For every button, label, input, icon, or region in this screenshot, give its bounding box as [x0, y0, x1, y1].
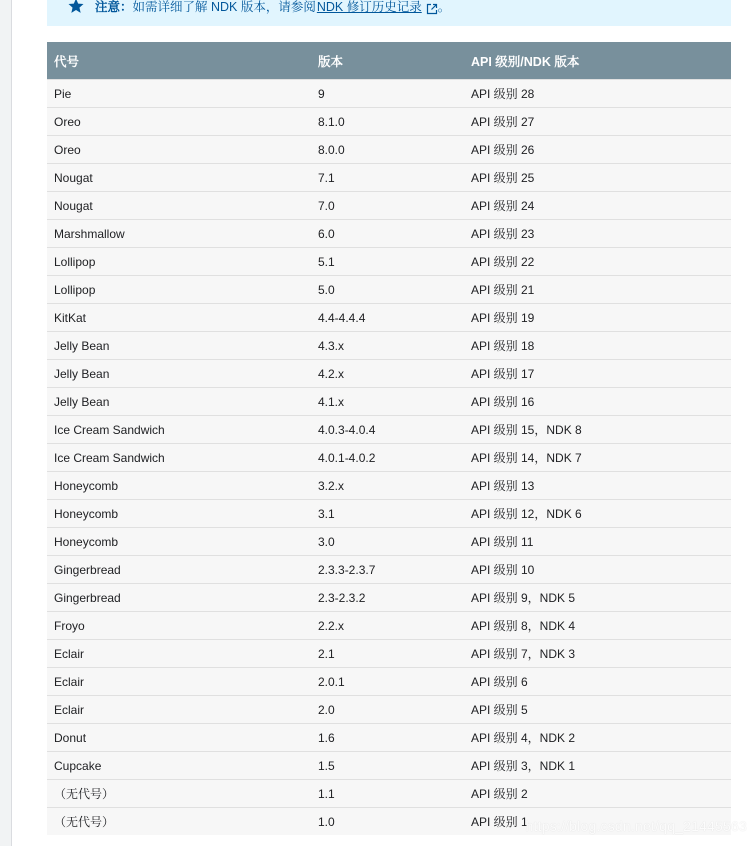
- cell-codename: Jelly Bean: [47, 388, 311, 416]
- cell-codename: Lollipop: [47, 276, 311, 304]
- cell-version: 2.0: [311, 696, 464, 724]
- cell-version: 6.0: [311, 220, 464, 248]
- cell-version: 4.1.x: [311, 388, 464, 416]
- cell-codename: Honeycomb: [47, 528, 311, 556]
- cell-api-level: API 级别 18: [464, 332, 731, 360]
- cell-codename: Jelly Bean: [47, 360, 311, 388]
- cell-api-level: API 级别 21: [464, 276, 731, 304]
- cell-api-level: API 级别 6: [464, 668, 731, 696]
- cell-codename: Jelly Bean: [47, 332, 311, 360]
- cell-codename: Ice Cream Sandwich: [47, 444, 311, 472]
- table-row: [47, 108, 731, 136]
- left-scroll-gutter: [0, 0, 12, 846]
- cell-codename: KitKat: [47, 304, 311, 332]
- cell-codename: Lollipop: [47, 248, 311, 276]
- cell-version: 7.0: [311, 192, 464, 220]
- cell-api-level: API 级别 24: [464, 192, 731, 220]
- cell-api-level: API 级别 22: [464, 248, 731, 276]
- table-row: [47, 612, 731, 640]
- cell-version: 8.1.0: [311, 108, 464, 136]
- table-row: [47, 724, 731, 752]
- cell-codename: Gingerbread: [47, 584, 311, 612]
- cell-api-level: API 级别 5: [464, 696, 731, 724]
- cell-version: 4.3.x: [311, 332, 464, 360]
- table-row: [47, 220, 731, 248]
- cell-codename: （无代号）: [47, 780, 311, 808]
- watermark: https://blog.csdn.net/qq_21445563: [525, 818, 747, 834]
- cell-version: 5.1: [311, 248, 464, 276]
- table-row: [47, 556, 731, 584]
- cell-codename: Oreo: [47, 108, 311, 136]
- cell-version: 2.3.3-2.3.7: [311, 556, 464, 584]
- table-row: [47, 164, 731, 192]
- table-row: [47, 136, 731, 164]
- table-row: [47, 304, 731, 332]
- external-link-icon[interactable]: [426, 3, 438, 15]
- table-body: [47, 80, 731, 836]
- header-version: 版本: [311, 42, 464, 80]
- cell-api-level: API 级别 3，NDK 1: [464, 752, 731, 780]
- table-row: [47, 80, 731, 108]
- table-row: [47, 332, 731, 360]
- cell-version: 3.0: [311, 528, 464, 556]
- cell-codename: Pie: [47, 80, 311, 108]
- cell-api-level: API 级别 1: [464, 808, 731, 836]
- table-row: [47, 696, 731, 724]
- cell-version: 2.3-2.3.2: [311, 584, 464, 612]
- cell-codename: Froyo: [47, 612, 311, 640]
- cell-version: 1.1: [311, 780, 464, 808]
- cell-version: 1.6: [311, 724, 464, 752]
- cell-api-level: API 级别 9，NDK 5: [464, 584, 731, 612]
- cell-version: 5.0: [311, 276, 464, 304]
- table-row: [47, 640, 731, 668]
- table-header-row: [47, 42, 731, 80]
- table-row: [47, 388, 731, 416]
- cell-version: 2.0.1: [311, 668, 464, 696]
- cell-version: 4.0.3-4.0.4: [311, 416, 464, 444]
- cell-api-level: API 级别 25: [464, 164, 731, 192]
- ndk-history-link[interactable]: NDK 修订历史记录: [316, 0, 422, 14]
- cell-version: 1.5: [311, 752, 464, 780]
- note-trailing: 。: [437, 0, 451, 14]
- cell-version: 2.1: [311, 640, 464, 668]
- note-text: 如需详细了解 NDK 版本，请参阅: [132, 0, 316, 14]
- cell-codename: Ice Cream Sandwich: [47, 416, 311, 444]
- cell-api-level: API 级别 23: [464, 220, 731, 248]
- table-row: [47, 668, 731, 696]
- cell-codename: Honeycomb: [47, 472, 311, 500]
- note-label: 注意：: [95, 0, 133, 14]
- cell-api-level: API 级别 13: [464, 472, 731, 500]
- cell-version: 2.2.x: [311, 612, 464, 640]
- cell-codename: Honeycomb: [47, 500, 311, 528]
- table-row: [47, 780, 731, 808]
- cell-api-level: API 级别 27: [464, 108, 731, 136]
- cell-codename: Marshmallow: [47, 220, 311, 248]
- header-api-level: API 级别/NDK 版本: [464, 42, 731, 80]
- cell-api-level: API 级别 10: [464, 556, 731, 584]
- table-row: [47, 500, 731, 528]
- android-versions-table: [47, 42, 731, 835]
- cell-api-level: API 级别 11: [464, 528, 731, 556]
- cell-codename: Donut: [47, 724, 311, 752]
- cell-codename: Eclair: [47, 640, 311, 668]
- cell-codename: Nougat: [47, 192, 311, 220]
- cell-version: 4.2.x: [311, 360, 464, 388]
- cell-api-level: API 级别 2: [464, 780, 731, 808]
- cell-api-level: API 级别 7，NDK 3: [464, 640, 731, 668]
- table-row: [47, 528, 731, 556]
- cell-version: 4.0.1-4.0.2: [311, 444, 464, 472]
- cell-api-level: API 级别 15，NDK 8: [464, 416, 731, 444]
- table-row: [47, 444, 731, 472]
- cell-codename: Eclair: [47, 696, 311, 724]
- cell-codename: Nougat: [47, 164, 311, 192]
- table-row: [47, 584, 731, 612]
- cell-api-level: API 级别 12，NDK 6: [464, 500, 731, 528]
- cell-api-level: API 级别 4，NDK 2: [464, 724, 731, 752]
- cell-version: 1.0: [311, 808, 464, 836]
- cell-api-level: API 级别 8，NDK 4: [464, 612, 731, 640]
- cell-version: 4.4-4.4.4: [311, 304, 464, 332]
- cell-codename: （无代号）: [47, 808, 311, 836]
- cell-codename: Eclair: [47, 668, 311, 696]
- cell-codename: Cupcake: [47, 752, 311, 780]
- table-row: [47, 472, 731, 500]
- cell-api-level: API 级别 17: [464, 360, 731, 388]
- cell-api-level: API 级别 19: [464, 304, 731, 332]
- cell-version: 3.2.x: [311, 472, 464, 500]
- cell-api-level: API 级别 14，NDK 7: [464, 444, 731, 472]
- cell-api-level: API 级别 16: [464, 388, 731, 416]
- header-codename: 代号: [47, 42, 311, 80]
- cell-codename: Oreo: [47, 136, 311, 164]
- table-row: [47, 276, 731, 304]
- star-icon: [67, 0, 85, 15]
- table-row: [47, 248, 731, 276]
- table-row: [47, 192, 731, 220]
- table-row: [47, 360, 731, 388]
- cell-version: 7.1: [311, 164, 464, 192]
- cell-version: 8.0.0: [311, 136, 464, 164]
- note-callout: [47, 0, 731, 26]
- cell-api-level: API 级别 28: [464, 80, 731, 108]
- table-row: [47, 752, 731, 780]
- table-row: [47, 416, 731, 444]
- cell-version: 3.1: [311, 500, 464, 528]
- cell-codename: Gingerbread: [47, 556, 311, 584]
- cell-version: 9: [311, 80, 464, 108]
- cell-api-level: API 级别 26: [464, 136, 731, 164]
